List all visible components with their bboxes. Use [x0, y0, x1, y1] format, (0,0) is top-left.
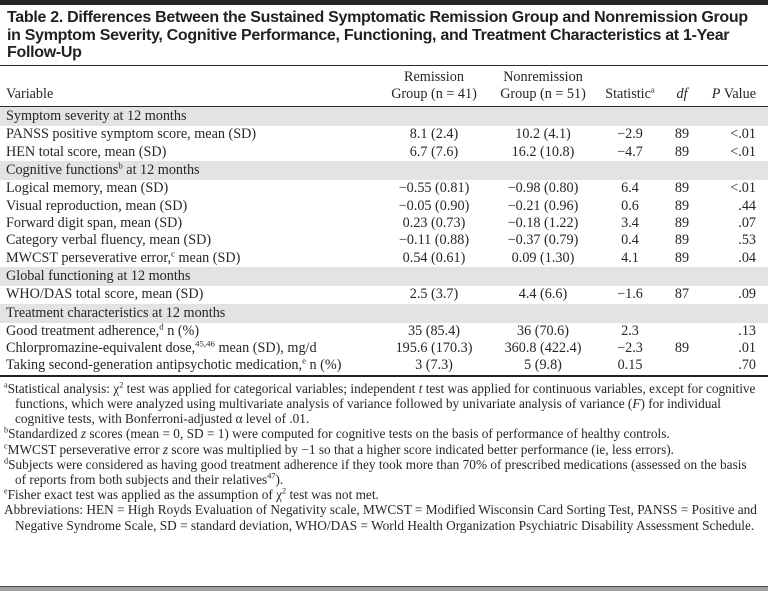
cell-df [662, 357, 702, 374]
cell-pvalue: .04 [738, 249, 756, 266]
cell-df: 89 [674, 232, 690, 249]
cell-remission: −0.05 (0.90) [398, 197, 470, 214]
cell-nonremission: −0.21 (0.96) [507, 197, 579, 214]
cell-variable: Good treatment adherence,$^d$ n (%) [6, 320, 200, 339]
footnote: $^c$MWCST perseverative error z score was multiplied by −1 so that a higher score indicated better performance (ie, less errors). [4, 441, 674, 457]
table-row [0, 232, 768, 249]
table-row [0, 250, 768, 267]
footnote-marker: e [4, 486, 8, 496]
cell-df: 89 [674, 180, 690, 197]
cell-pvalue: .01 [738, 340, 756, 357]
section-header-row: Cognitive functions$^b$ at 12 months [0, 161, 768, 180]
footnotes [0, 377, 768, 586]
cell-pvalue: .53 [738, 232, 756, 249]
col-header-remission-line1: Remission [404, 68, 464, 85]
cell-nonremission: −0.18 (1.22) [507, 215, 579, 231]
superscript: 2 [119, 380, 124, 390]
cell-variable: HEN total score, mean (SD) [6, 143, 167, 160]
cell-statistic: 6.4 [621, 180, 639, 197]
footnote: $^e$Fisher exact test was applied as the assumption of $\chi^2$ test was not met. [4, 486, 379, 503]
italic-term: F [632, 396, 641, 412]
cell-pvalue: .13 [738, 322, 756, 339]
cell-variable: Category verbal fluency, mean (SD) [6, 232, 212, 249]
bottom-rule [0, 586, 768, 591]
cell-nonremission: 360.8 (422.4) [504, 340, 582, 357]
cell-nonremission: 36 (70.6) [516, 322, 569, 339]
section-header-row: Treatment characteristics at 12 months [0, 304, 768, 323]
cell-variable: Logical memory, mean (SD) [6, 180, 169, 197]
cell-df: 89 [674, 249, 690, 266]
cell-df: 89 [674, 340, 690, 357]
cell-df: 89 [674, 143, 690, 160]
table-row [0, 198, 768, 215]
cell-pvalue: <.01 [730, 126, 756, 143]
footnote-marker: d [159, 320, 164, 331]
statistic-footnote-marker: a [650, 83, 655, 94]
cell-remission: 35 (85.4) [407, 322, 460, 339]
cell-pvalue: .44 [738, 197, 756, 214]
table-row [0, 126, 768, 143]
cell-statistic: −2.3 [617, 340, 643, 357]
cell-df: 89 [674, 197, 690, 214]
cell-remission: 0.54 (0.61) [402, 249, 466, 266]
col-header-remission-line2: Group (n = 41) [391, 85, 477, 102]
cell-statistic: 0.15 [617, 357, 643, 374]
footnote-marker: 45,46 [195, 338, 215, 349]
cell-statistic: 3.4 [621, 215, 639, 231]
cell-remission: 3 (7.3) [415, 357, 453, 374]
table-row [0, 144, 768, 161]
cell-variable: WHO/DAS total score, mean (SD) [6, 286, 204, 303]
superscript: 2 [282, 486, 287, 496]
cell-nonremission: 0.09 (1.30) [511, 249, 575, 266]
table-row [0, 340, 768, 357]
footnote: $^d$Subjects were considered as having good treatment adherence if they took more than 70% of prescribed medications (assessed on the basis of reports from both subjects and their relatives$^{47}$). [4, 456, 747, 488]
cell-statistic: −1.6 [617, 286, 643, 303]
section-header-row: Symptom severity at 12 months [0, 107, 768, 126]
cell-pvalue: .07 [738, 215, 756, 231]
cell-df [662, 323, 702, 340]
cell-nonremission: −0.98 (0.80) [507, 180, 579, 197]
table-row [0, 320, 768, 340]
cell-variable: PANSS positive symptom score, mean (SD) [6, 126, 257, 143]
cell-df: 89 [674, 126, 690, 143]
col-header-nonremission-line1: Nonremission [503, 68, 583, 85]
cell-nonremission: 5 (9.8) [524, 357, 562, 374]
cell-remission: 8.1 (2.4) [409, 126, 459, 143]
italic-term: z [80, 426, 87, 442]
cell-variable: Taking second-generation antipsychotic medication,$^e$ n (%) [6, 355, 342, 374]
cell-nonremission: −0.37 (0.79) [507, 232, 579, 249]
cell-statistic: −4.7 [617, 143, 643, 160]
cell-statistic: 0.6 [621, 197, 639, 214]
col-header-statistic: Statistic$^a$ [605, 83, 655, 102]
table-row [0, 215, 768, 232]
col-header-remission [388, 69, 488, 103]
cell-remission: 195.6 (170.3) [395, 340, 473, 357]
cell-variable: MWCST perseverative error,$^c$ mean (SD) [6, 248, 241, 266]
italic-term: t [418, 380, 423, 396]
footnote-marker: a [4, 380, 8, 390]
footnote-marker: b [118, 160, 123, 171]
col-header-pvalue: P Value [711, 85, 756, 102]
cell-remission: −0.55 (0.81) [398, 180, 470, 197]
cell-pvalue: <.01 [730, 180, 756, 197]
section-header-row: Global functioning at 12 months [0, 267, 768, 286]
cell-remission: 0.23 (0.73) [402, 215, 466, 231]
cell-pvalue: .70 [738, 357, 756, 374]
cell-df: 87 [674, 286, 690, 303]
cell-nonremission: 10.2 (4.1) [515, 126, 571, 143]
cell-statistic: 4.1 [621, 249, 639, 266]
table-title: Table 2. Differences Between the Sustained Symptomatic Remission Group and Nonremission Group in Symptom Severity, Cognitive Performance, Functioning, and Treatment Characteristics at 1-Year Follow-Up [7, 9, 748, 62]
cell-statistic: −2.9 [617, 126, 643, 143]
cell-variable: Forward digit span, mean (SD) [6, 215, 183, 231]
cell-statistic: 2.3 [621, 322, 639, 339]
footnote-marker: d [4, 456, 9, 466]
col-header-df: df [676, 85, 688, 102]
cell-pvalue: .09 [738, 286, 756, 303]
table-row [0, 286, 768, 303]
col-header-variable: Variable [6, 85, 54, 102]
footnote: $^a$Statistical analysis: $\chi^2$ test was applied for categorical variables; independent t test was applied for continuous variables, except for cognitive functions, which were analyzed using multivariate analysis of variance followed by univariate analysis of variance (F) for individual cognitive tests, with Bonferroni-adjusted α level of .01. [4, 380, 756, 427]
cell-nonremission: 16.2 (10.8) [511, 143, 575, 160]
col-header-nonremission [488, 69, 598, 103]
cell-variable: Visual reproduction, mean (SD) [6, 197, 188, 214]
italic-term: z [162, 441, 169, 457]
cell-remission: −0.11 (0.88) [398, 232, 470, 249]
table-body [0, 107, 768, 376]
footnote-marker: c [4, 441, 8, 451]
footnote: $^b$Standardized z scores (mean = 0, SD = 1) were computed for cognitive tests on the basis of performance of healthy controls. [4, 426, 670, 442]
table-header-row [0, 66, 768, 107]
cell-variable: Chlorpromazine-equivalent dose,$^{45,46}$ mean (SD), mg/d [6, 338, 317, 357]
footnote-marker: b [4, 426, 9, 436]
cell-nonremission: 4.4 (6.6) [518, 286, 568, 303]
cell-df: 89 [674, 215, 690, 231]
cell-statistic: 0.4 [621, 232, 639, 249]
footnote-marker: c [171, 248, 175, 259]
footnote-marker: e [302, 355, 306, 366]
superscript: 47 [267, 471, 276, 481]
table-row [0, 357, 768, 374]
footnote: Abbreviations: HEN = High Royds Evaluation of Negativity scale, MWCST = Modified Wisconsin Card Sorting Test, PANSS = Positive and Negative Syndrome Scale, SD = standard deviation, WHO/DAS = World Health Organization Psychiatric Disability Assessment Schedule. [4, 502, 757, 533]
cell-remission: 2.5 (3.7) [409, 286, 459, 303]
table-row [0, 180, 768, 197]
cell-pvalue: <.01 [730, 143, 756, 160]
col-header-nonremission-line2: Group (n = 51) [500, 85, 586, 102]
cell-remission: 6.7 (7.6) [409, 143, 459, 160]
